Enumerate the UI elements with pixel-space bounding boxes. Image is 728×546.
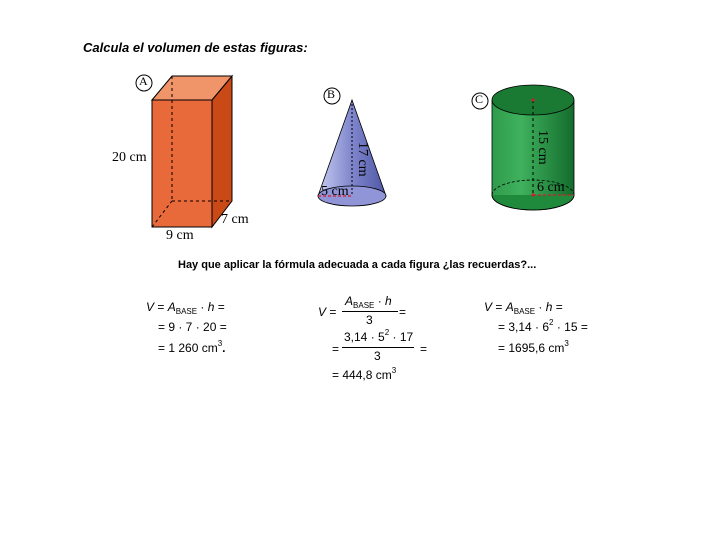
solution-b-eq2a: = — [332, 342, 340, 356]
solution-b-numerator2: $3,14 \cdot 5^2 \cdot 17$ — [344, 328, 414, 344]
prism-height-label: 20 cm — [112, 150, 147, 165]
solution-b-denominator2: 3 — [374, 349, 381, 363]
cone-slant-label: 17 cm — [355, 142, 370, 177]
figure-a-tag: A — [139, 74, 148, 88]
solution-b-numerator: $A_{BASE} \cdot h$ — [345, 294, 392, 310]
prism-a — [136, 75, 232, 227]
cylinder-radius-label: 6 cm — [537, 180, 565, 195]
prism-width-label: 9 cm — [166, 228, 194, 243]
solution-b-line3: = 444,8 $cm^3$ — [332, 366, 397, 382]
hint-text: Hay que aplicar la fórmula adecuada a cada figura ¿las recuerdas?... — [178, 259, 537, 271]
solution-a-line1: $V = A_{BASE} \cdot h$ = — [146, 300, 225, 316]
solution-b-v: V = — [318, 305, 337, 319]
solution-b-eq2b: = — [420, 342, 428, 356]
solution-b-denominator: 3 — [366, 313, 373, 327]
solution-c-line3: = 1695,6 $cm^3$ — [498, 339, 569, 355]
solution-b-fraction-bar — [342, 311, 398, 312]
exercise-title: Calcula el volumen de estas figuras: — [83, 40, 308, 55]
solution-c-line2: = $3,14 \cdot 6^2 \cdot 15$ = — [498, 318, 588, 334]
solution-c-line1: $V = A_{BASE} \cdot h$ = — [484, 300, 563, 316]
solution-a-line2: = 9 · 7 · 20 = — [158, 320, 227, 334]
prism-depth-label: 7 cm — [221, 212, 249, 227]
solution-b-eq1: = — [399, 305, 407, 319]
solution-a-line3: = 1 260 $cm^3$. — [158, 339, 226, 355]
cone-radius-label: 5 cm — [321, 184, 349, 199]
solution-b-fraction-bar2 — [342, 347, 414, 348]
figure-c-tag: C — [475, 92, 484, 106]
figure-b-tag: B — [327, 87, 336, 101]
cylinder-height-label: 15 cm — [535, 130, 550, 165]
